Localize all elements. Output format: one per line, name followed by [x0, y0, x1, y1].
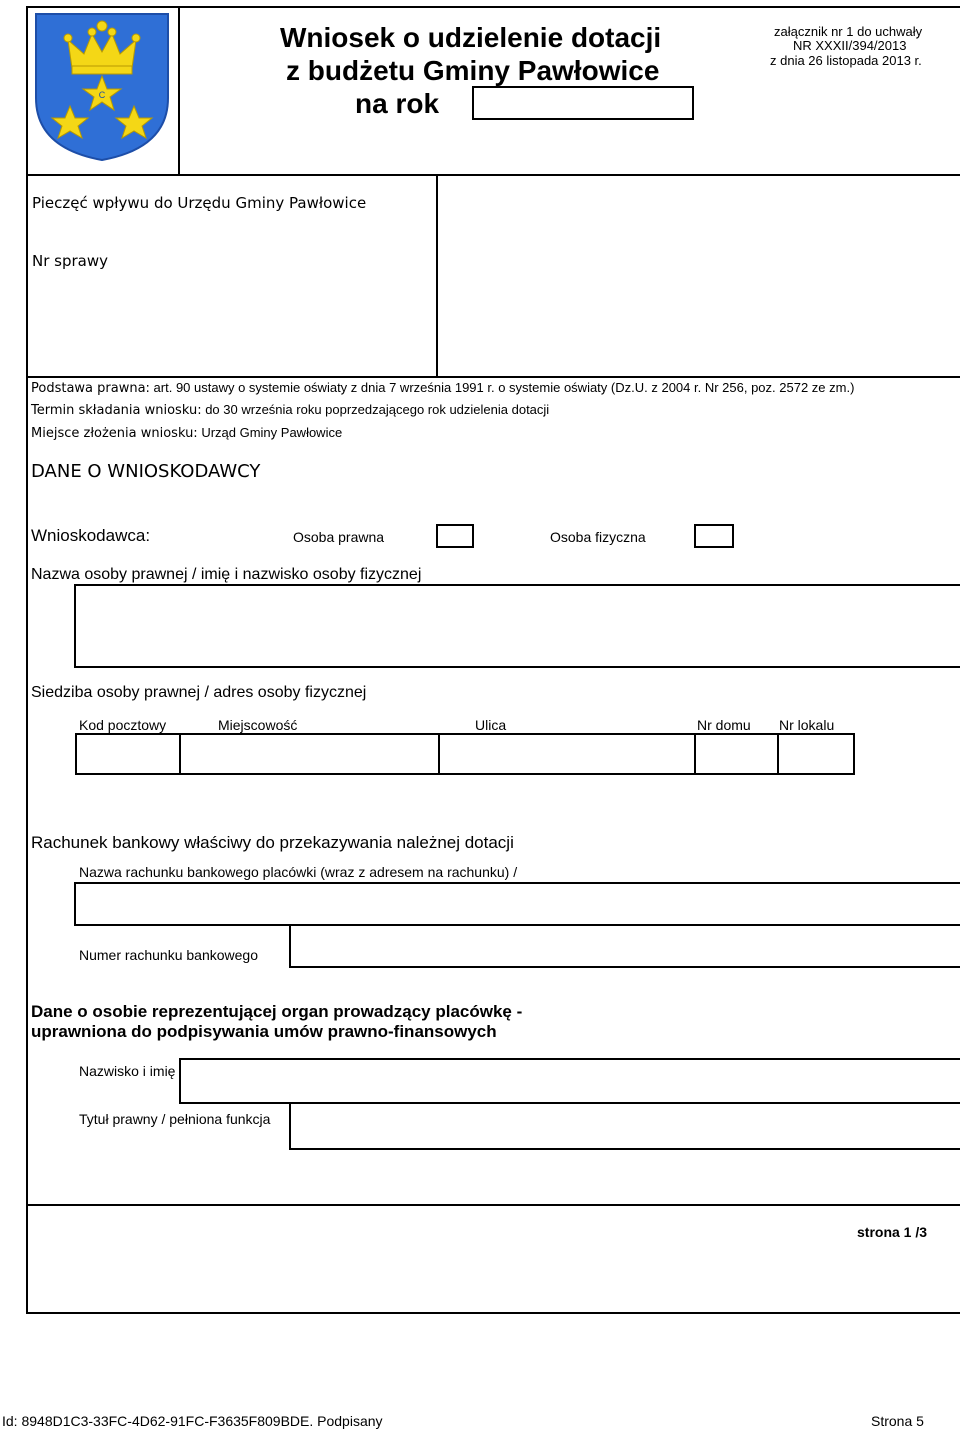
header-divider-vertical	[178, 6, 180, 176]
legal-basis-label: Podstawa prawna:	[31, 381, 150, 396]
case-number-label: Nr sprawy	[32, 252, 108, 270]
representative-title-label: Tytuł prawny / pełniona funkcja	[79, 1111, 271, 1127]
form-title-line1: Wniosek o udzielenie dotacji	[280, 22, 662, 53]
representative-title-line1: Dane o osobie reprezentującej organ prowadzący placówkę -	[31, 1002, 523, 1021]
legal-basis	[31, 380, 854, 396]
annex-line1: załącznik nr 1 do uchwały	[774, 24, 923, 39]
submission-place-text: Urząd Gminy Pawłowice	[197, 425, 343, 440]
postal-code-header: Kod pocztowy	[79, 717, 167, 733]
header-divider-horizontal	[26, 174, 960, 176]
representative-name-field[interactable]	[179, 1058, 960, 1104]
city-field[interactable]	[179, 733, 440, 775]
submission-place	[31, 425, 342, 441]
city-header: Miejscowość	[218, 717, 298, 733]
deadline-text: do 30 września roku poprzedzającego rok udzielenia dotacji	[201, 402, 550, 417]
bank-account-name-label: Nazwa rachunku bankowego placówki (wraz z adresem na rachunku) /	[79, 864, 518, 880]
annex-line2: NR XXXII/394/2013	[793, 38, 907, 53]
year-field[interactable]	[472, 86, 694, 120]
natural-person-checkbox[interactable]	[694, 524, 734, 548]
house-number-header: Nr domu	[697, 717, 751, 733]
stamp-divider-horizontal	[26, 376, 960, 378]
svg-text:C: C	[98, 90, 106, 100]
stamp-label: Pieczęć wpływu do Urzędu Gminy Pawłowice	[32, 194, 367, 212]
house-number-field[interactable]	[694, 733, 779, 775]
apartment-number-header: Nr lokalu	[779, 717, 835, 733]
representative-title-field[interactable]	[289, 1102, 960, 1150]
representative-name-label: Nazwisko i imię	[79, 1063, 176, 1079]
legal-person-checkbox[interactable]	[436, 524, 474, 548]
postal-code-field[interactable]	[75, 733, 181, 775]
page-number-label: strona 1 /3	[857, 1224, 928, 1240]
deadline-label: Termin składania wniosku:	[31, 403, 202, 418]
bank-account-name-field[interactable]	[74, 882, 960, 926]
applicant-type-label: Wnioskodawca:	[31, 526, 151, 545]
applicant-name-field[interactable]	[74, 584, 960, 668]
address-label: Siedziba osoby prawnej / adres osoby fizycznej	[31, 684, 367, 701]
document-id: Id: 8948D1C3-33FC-4D62-91FC-F3635F809BDE. Podpisany	[2, 1413, 383, 1429]
legal-basis-text: art. 90 ustawy o systemie oświaty z dnia 7 września 1991 r. o systemie oświaty (Dz.U. z 2004 r. Nr 256, poz. 2572 ze zm.)	[149, 380, 855, 395]
form-title-line3: na rok	[355, 88, 440, 119]
applicant-name-label: Nazwa osoby prawnej / imię i nazwisko osoby fizycznej	[31, 566, 422, 583]
natural-person-label: Osoba fizyczna	[550, 529, 646, 545]
street-field[interactable]	[438, 733, 696, 775]
submission-place-label: Miejsce złożenia wniosku:	[31, 426, 198, 441]
bank-account-number-label: Numer rachunku bankowego	[79, 947, 258, 963]
bank-section-title: Rachunek bankowy właściwy do przekazywania należnej dotacji	[31, 833, 514, 852]
legal-person-label: Osoba prawna	[293, 529, 385, 545]
deadline	[31, 402, 549, 418]
footer-page-number: Strona 5	[871, 1413, 924, 1429]
coat-of-arms-icon	[32, 10, 172, 162]
annex-line3: z dnia 26 listopada 2013 r.	[770, 53, 922, 68]
apartment-number-field[interactable]	[777, 733, 855, 775]
bank-account-number-field[interactable]	[289, 924, 960, 968]
representative-title-line2: uprawniona do podpisywania umów prawno-finansowych	[31, 1022, 497, 1041]
bottom-divider	[26, 1204, 960, 1206]
applicant-section-title: DANE O WNIOSKODAWCY	[31, 461, 261, 482]
street-header: Ulica	[475, 717, 507, 733]
form-title-line2: z budżetu Gminy Pawłowice	[286, 55, 660, 86]
stamp-divider-vertical	[436, 174, 438, 378]
